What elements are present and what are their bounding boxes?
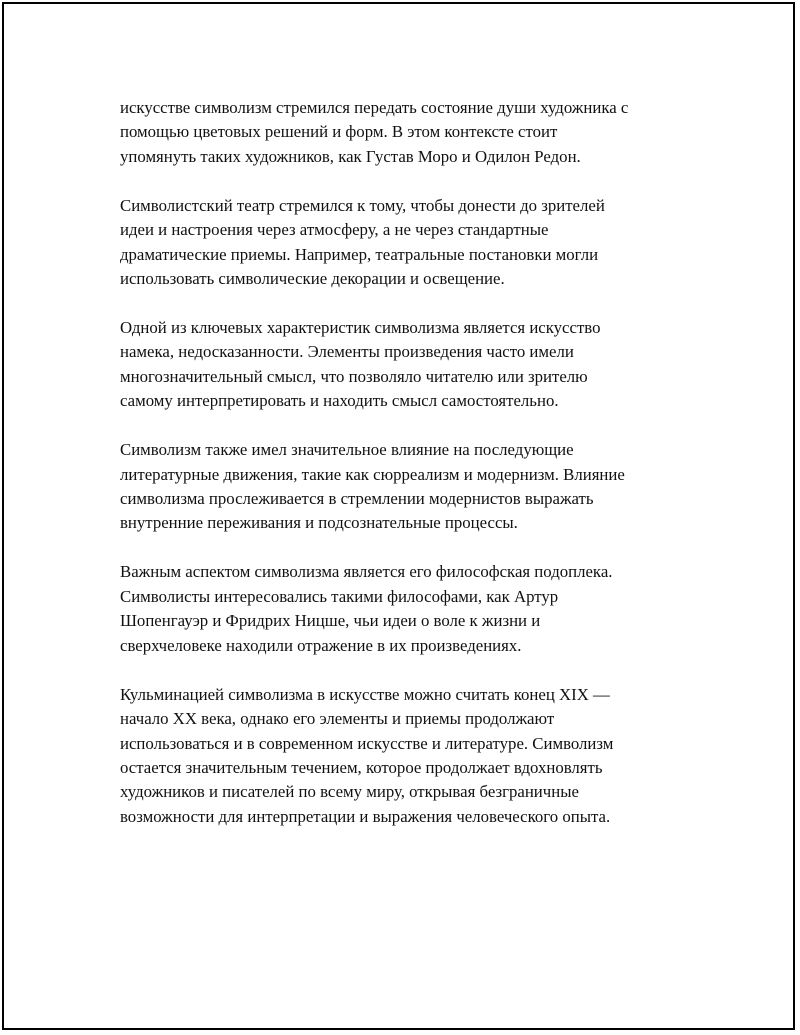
text-line: упомянуть таких художников, как Густав Моро и Одилон Редон. [120,146,581,166]
paragraph [120,194,710,292]
text-line: внутренние переживания и подсознательные процессы. [120,513,518,533]
text-line: Символисты интересовались такими философами, как Артур [120,586,559,606]
text-line: Кульминацией символизма в искусстве можно считать конец XIX — [120,684,610,704]
text-line: возможности для интерпретации и выражения человеческого опыта. [120,806,611,826]
text-line: использоваться и в современном искусстве и литературе. Символизм [120,733,614,753]
text-line: Важным аспектом символизма является его философская подоплека. [120,562,613,582]
text-line: Символизм также имел значительное влияние на последующие [120,440,574,460]
text-line: художников и писателей по всему миру, открывая безграничные [120,782,579,802]
text-line: сверхчеловеке находили отражение в их произведениях. [120,635,522,655]
text-line: драматические приемы. Например, театральные постановки могли [120,244,599,264]
text-line: остается значительным течением, которое продолжает вдохновлять [120,757,603,777]
text-line: использовать символические декорации и освещение. [120,269,505,289]
text-line: многозначительный смысл, что позволяло читателю или зрителю [120,366,588,386]
paragraph [120,683,710,829]
text-line: Символистский театр стремился к тому, чтобы донести до зрителей [120,195,605,215]
document-page [2,2,795,1030]
paragraph [120,560,710,658]
paragraph [120,438,710,536]
text-line: идеи и настроения через атмосферу, а не через стандартные [120,220,549,240]
text-line: начало XX века, однако его элементы и приемы продолжают [120,709,555,729]
text-line: самому интерпретировать и находить смысл самостоятельно. [120,391,559,411]
text-line: символизма прослеживается в стремлении модернистов выражать [120,489,594,509]
paragraph [120,96,710,169]
text-line: помощью цветовых решений и форм. В этом контексте стоит [120,122,558,142]
text-line: искусстве символизм стремился передать состояние души художника с [120,98,629,117]
text-line: Одной из ключевых характеристик символизма является искусство [120,318,601,338]
text-line: намека, недосказанности. Элементы произведения часто имели [120,342,574,362]
text-line: литературные движения, такие как сюрреализм и модернизм. Влияние [120,464,625,484]
paragraph [120,316,710,414]
text-line: Шопенгауэр и Фридрих Ницше, чьи идеи о воле к жизни и [120,611,541,631]
document-body [120,96,710,854]
